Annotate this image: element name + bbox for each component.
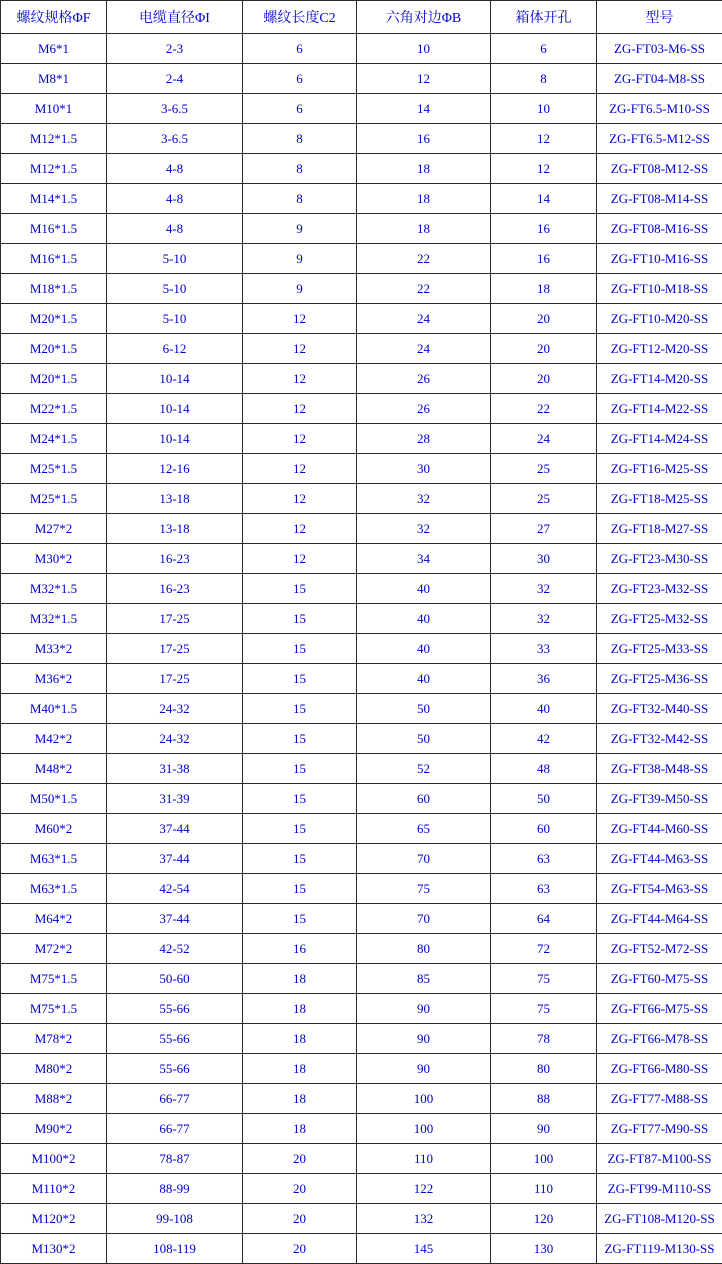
cell-hex-across-flats: 60 <box>357 784 491 814</box>
cell-thread-length: 15 <box>243 844 357 874</box>
cell-cable-diameter: 42-54 <box>107 874 243 904</box>
cell-hex-across-flats: 18 <box>357 154 491 184</box>
cell-model: ZG-FT14-M24-SS <box>597 424 722 454</box>
table-row <box>1 1024 722 1054</box>
cell-cable-diameter: 37-44 <box>107 814 243 844</box>
cell-model: ZG-FT32-M42-SS <box>597 724 722 754</box>
column-header-thread-length: 螺纹长度C2 <box>243 1 357 34</box>
cell-cable-diameter: 17-25 <box>107 604 243 634</box>
cell-thread-spec: M36*2 <box>1 664 107 694</box>
cell-cable-diameter: 12-16 <box>107 454 243 484</box>
cell-box-hole: 25 <box>491 484 597 514</box>
table-row <box>1 454 722 484</box>
cell-hex-across-flats: 40 <box>357 664 491 694</box>
cell-thread-spec: M14*1.5 <box>1 184 107 214</box>
cell-cable-diameter: 55-66 <box>107 1024 243 1054</box>
cell-model: ZG-FT66-M75-SS <box>597 994 722 1024</box>
column-header-thread-spec: 螺纹规格ΦF <box>1 1 107 34</box>
table-row <box>1 244 722 274</box>
cell-box-hole: 72 <box>491 934 597 964</box>
cell-hex-across-flats: 18 <box>357 214 491 244</box>
cell-box-hole: 60 <box>491 814 597 844</box>
cell-hex-across-flats: 30 <box>357 454 491 484</box>
cell-thread-length: 12 <box>243 364 357 394</box>
cell-thread-length: 18 <box>243 994 357 1024</box>
cell-box-hole: 20 <box>491 364 597 394</box>
cell-model: ZG-FT44-M60-SS <box>597 814 722 844</box>
column-header-hex-across-flats: 六角对边ΦB <box>357 1 491 34</box>
cell-thread-length: 8 <box>243 124 357 154</box>
cell-model: ZG-FT60-M75-SS <box>597 964 722 994</box>
cell-hex-across-flats: 110 <box>357 1144 491 1174</box>
cell-box-hole: 50 <box>491 784 597 814</box>
cell-hex-across-flats: 32 <box>357 514 491 544</box>
cell-model: ZG-FT08-M14-SS <box>597 184 722 214</box>
cell-cable-diameter: 24-32 <box>107 724 243 754</box>
cell-model: ZG-FT44-M63-SS <box>597 844 722 874</box>
cell-hex-across-flats: 32 <box>357 484 491 514</box>
cell-thread-length: 12 <box>243 484 357 514</box>
cell-hex-across-flats: 24 <box>357 304 491 334</box>
cell-thread-spec: M42*2 <box>1 724 107 754</box>
cell-thread-length: 12 <box>243 394 357 424</box>
cell-cable-diameter: 10-14 <box>107 394 243 424</box>
cell-cable-diameter: 55-66 <box>107 994 243 1024</box>
cell-cable-diameter: 13-18 <box>107 514 243 544</box>
cell-hex-across-flats: 90 <box>357 994 491 1024</box>
cell-thread-spec: M72*2 <box>1 934 107 964</box>
cell-thread-length: 12 <box>243 424 357 454</box>
cell-model: ZG-FT44-M64-SS <box>597 904 722 934</box>
table-row <box>1 544 722 574</box>
cell-model: ZG-FT99-M110-SS <box>597 1174 722 1204</box>
cell-thread-length: 20 <box>243 1144 357 1174</box>
cell-thread-spec: M24*1.5 <box>1 424 107 454</box>
table-row <box>1 154 722 184</box>
cell-box-hole: 100 <box>491 1144 597 1174</box>
table-row <box>1 1204 722 1234</box>
cell-thread-length: 8 <box>243 154 357 184</box>
cell-hex-across-flats: 132 <box>357 1204 491 1234</box>
cell-hex-across-flats: 28 <box>357 424 491 454</box>
cell-box-hole: 78 <box>491 1024 597 1054</box>
cell-thread-length: 15 <box>243 634 357 664</box>
cell-cable-diameter: 24-32 <box>107 694 243 724</box>
cell-model: ZG-FT66-M80-SS <box>597 1054 722 1084</box>
cell-model: ZG-FT08-M16-SS <box>597 214 722 244</box>
cell-box-hole: 25 <box>491 454 597 484</box>
cell-cable-diameter: 99-108 <box>107 1204 243 1234</box>
cell-hex-across-flats: 100 <box>357 1114 491 1144</box>
cell-hex-across-flats: 75 <box>357 874 491 904</box>
table-row <box>1 904 722 934</box>
cell-thread-spec: M25*1.5 <box>1 484 107 514</box>
cell-model: ZG-FT119-M130-SS <box>597 1234 722 1264</box>
cell-model: ZG-FT87-M100-SS <box>597 1144 722 1174</box>
cell-thread-length: 12 <box>243 334 357 364</box>
cell-model: ZG-FT25-M32-SS <box>597 604 722 634</box>
cell-thread-length: 18 <box>243 964 357 994</box>
cell-thread-spec: M18*1.5 <box>1 274 107 304</box>
table-header <box>1 1 722 34</box>
cell-cable-diameter: 88-99 <box>107 1174 243 1204</box>
table-row <box>1 754 722 784</box>
table-row <box>1 1174 722 1204</box>
cell-hex-across-flats: 12 <box>357 64 491 94</box>
cell-cable-diameter: 37-44 <box>107 844 243 874</box>
cell-box-hole: 22 <box>491 394 597 424</box>
cell-thread-length: 20 <box>243 1174 357 1204</box>
cell-box-hole: 6 <box>491 34 597 64</box>
table-row <box>1 94 722 124</box>
cell-model: ZG-FT10-M18-SS <box>597 274 722 304</box>
cell-hex-across-flats: 14 <box>357 94 491 124</box>
cell-thread-spec: M20*1.5 <box>1 334 107 364</box>
table-row <box>1 124 722 154</box>
cell-hex-across-flats: 22 <box>357 244 491 274</box>
cell-thread-spec: M10*1 <box>1 94 107 124</box>
cell-hex-across-flats: 122 <box>357 1174 491 1204</box>
cell-thread-spec: M32*1.5 <box>1 574 107 604</box>
cell-thread-spec: M22*1.5 <box>1 394 107 424</box>
cell-model: ZG-FT66-M78-SS <box>597 1024 722 1054</box>
cell-hex-across-flats: 34 <box>357 544 491 574</box>
cell-box-hole: 32 <box>491 574 597 604</box>
table-row <box>1 424 722 454</box>
cell-thread-spec: M20*1.5 <box>1 304 107 334</box>
cell-model: ZG-FT32-M40-SS <box>597 694 722 724</box>
cell-cable-diameter: 108-119 <box>107 1234 243 1264</box>
table-row <box>1 664 722 694</box>
table-row <box>1 364 722 394</box>
cell-cable-diameter: 4-8 <box>107 154 243 184</box>
cell-hex-across-flats: 80 <box>357 934 491 964</box>
cell-thread-length: 18 <box>243 1054 357 1084</box>
cell-box-hole: 30 <box>491 544 597 574</box>
cell-cable-diameter: 66-77 <box>107 1114 243 1144</box>
cell-model: ZG-FT23-M30-SS <box>597 544 722 574</box>
cell-thread-length: 6 <box>243 34 357 64</box>
cell-box-hole: 110 <box>491 1174 597 1204</box>
cell-hex-across-flats: 10 <box>357 34 491 64</box>
cell-model: ZG-FT14-M20-SS <box>597 364 722 394</box>
cell-thread-length: 6 <box>243 94 357 124</box>
cell-hex-across-flats: 50 <box>357 724 491 754</box>
cell-box-hole: 40 <box>491 694 597 724</box>
cell-box-hole: 63 <box>491 844 597 874</box>
cell-model: ZG-FT25-M36-SS <box>597 664 722 694</box>
cell-thread-spec: M8*1 <box>1 64 107 94</box>
cell-cable-diameter: 4-8 <box>107 214 243 244</box>
cell-model: ZG-FT16-M25-SS <box>597 454 722 484</box>
cell-thread-spec: M32*1.5 <box>1 604 107 634</box>
cell-thread-spec: M33*2 <box>1 634 107 664</box>
table-row <box>1 1144 722 1174</box>
cell-hex-across-flats: 65 <box>357 814 491 844</box>
table-row <box>1 694 722 724</box>
cell-thread-length: 9 <box>243 274 357 304</box>
cell-box-hole: 12 <box>491 154 597 184</box>
cell-model: ZG-FT6.5-M12-SS <box>597 124 722 154</box>
cell-cable-diameter: 17-25 <box>107 664 243 694</box>
table-row <box>1 304 722 334</box>
cell-thread-spec: M75*1.5 <box>1 994 107 1024</box>
cell-model: ZG-FT10-M20-SS <box>597 304 722 334</box>
cell-hex-across-flats: 85 <box>357 964 491 994</box>
cell-hex-across-flats: 40 <box>357 634 491 664</box>
cell-box-hole: 80 <box>491 1054 597 1084</box>
table-row <box>1 274 722 304</box>
table-row <box>1 514 722 544</box>
cell-thread-spec: M12*1.5 <box>1 124 107 154</box>
cell-cable-diameter: 2-3 <box>107 34 243 64</box>
cell-hex-across-flats: 18 <box>357 184 491 214</box>
table-row <box>1 64 722 94</box>
cell-thread-spec: M27*2 <box>1 514 107 544</box>
cell-model: ZG-FT10-M16-SS <box>597 244 722 274</box>
cell-hex-across-flats: 40 <box>357 604 491 634</box>
cell-box-hole: 88 <box>491 1084 597 1114</box>
cell-hex-across-flats: 70 <box>357 904 491 934</box>
cell-cable-diameter: 10-14 <box>107 364 243 394</box>
cell-model: ZG-FT18-M27-SS <box>597 514 722 544</box>
cell-thread-length: 20 <box>243 1204 357 1234</box>
cell-cable-diameter: 3-6.5 <box>107 94 243 124</box>
table-row <box>1 394 722 424</box>
cell-thread-length: 18 <box>243 1114 357 1144</box>
cell-hex-across-flats: 52 <box>357 754 491 784</box>
column-header-cable-diameter: 电缆直径ΦI <box>107 1 243 34</box>
cell-thread-spec: M48*2 <box>1 754 107 784</box>
cell-cable-diameter: 31-39 <box>107 784 243 814</box>
cell-cable-diameter: 16-23 <box>107 544 243 574</box>
cell-model: ZG-FT12-M20-SS <box>597 334 722 364</box>
cell-cable-diameter: 55-66 <box>107 1054 243 1084</box>
cell-box-hole: 27 <box>491 514 597 544</box>
cell-cable-diameter: 3-6.5 <box>107 124 243 154</box>
table-row <box>1 184 722 214</box>
cell-cable-diameter: 2-4 <box>107 64 243 94</box>
cell-cable-diameter: 6-12 <box>107 334 243 364</box>
column-header-box-hole: 箱体开孔 <box>491 1 597 34</box>
cell-cable-diameter: 5-10 <box>107 304 243 334</box>
cell-thread-spec: M130*2 <box>1 1234 107 1264</box>
table-row <box>1 334 722 364</box>
cell-model: ZG-FT08-M12-SS <box>597 154 722 184</box>
table-header-row <box>1 1 722 34</box>
cell-thread-spec: M75*1.5 <box>1 964 107 994</box>
table-row <box>1 574 722 604</box>
cell-box-hole: 75 <box>491 994 597 1024</box>
cell-thread-spec: M80*2 <box>1 1054 107 1084</box>
cell-cable-diameter: 66-77 <box>107 1084 243 1114</box>
cell-box-hole: 12 <box>491 124 597 154</box>
cell-hex-across-flats: 70 <box>357 844 491 874</box>
table-row <box>1 934 722 964</box>
table-body <box>1 34 722 1264</box>
cell-hex-across-flats: 100 <box>357 1084 491 1114</box>
cell-cable-diameter: 16-23 <box>107 574 243 604</box>
cell-box-hole: 10 <box>491 94 597 124</box>
cell-thread-length: 20 <box>243 1234 357 1264</box>
cell-cable-diameter: 13-18 <box>107 484 243 514</box>
cell-thread-spec: M25*1.5 <box>1 454 107 484</box>
cell-box-hole: 48 <box>491 754 597 784</box>
cell-box-hole: 18 <box>491 274 597 304</box>
cell-cable-diameter: 78-87 <box>107 1144 243 1174</box>
cell-thread-spec: M50*1.5 <box>1 784 107 814</box>
cell-thread-length: 15 <box>243 784 357 814</box>
cell-hex-across-flats: 22 <box>357 274 491 304</box>
cell-thread-spec: M88*2 <box>1 1084 107 1114</box>
cell-thread-spec: M16*1.5 <box>1 214 107 244</box>
cell-thread-length: 15 <box>243 724 357 754</box>
cell-thread-length: 12 <box>243 544 357 574</box>
cell-cable-diameter: 31-38 <box>107 754 243 784</box>
table-row <box>1 844 722 874</box>
cell-box-hole: 63 <box>491 874 597 904</box>
cell-thread-spec: M30*2 <box>1 544 107 574</box>
cell-box-hole: 64 <box>491 904 597 934</box>
cell-thread-length: 9 <box>243 214 357 244</box>
cell-thread-length: 6 <box>243 64 357 94</box>
cell-thread-length: 15 <box>243 904 357 934</box>
cell-cable-diameter: 5-10 <box>107 274 243 304</box>
cell-cable-diameter: 17-25 <box>107 634 243 664</box>
table-row <box>1 994 722 1024</box>
cell-box-hole: 24 <box>491 424 597 454</box>
column-header-model: 型号 <box>597 1 722 34</box>
table-row <box>1 214 722 244</box>
cell-thread-spec: M60*2 <box>1 814 107 844</box>
cell-cable-diameter: 42-52 <box>107 934 243 964</box>
cell-model: ZG-FT04-M8-SS <box>597 64 722 94</box>
table-row <box>1 34 722 64</box>
cell-hex-across-flats: 50 <box>357 694 491 724</box>
cell-thread-spec: M63*1.5 <box>1 874 107 904</box>
cell-box-hole: 8 <box>491 64 597 94</box>
table-row <box>1 784 722 814</box>
cell-box-hole: 20 <box>491 334 597 364</box>
cell-thread-spec: M90*2 <box>1 1114 107 1144</box>
cell-thread-length: 18 <box>243 1024 357 1054</box>
cell-box-hole: 16 <box>491 244 597 274</box>
cell-thread-length: 15 <box>243 574 357 604</box>
cell-box-hole: 20 <box>491 304 597 334</box>
cell-thread-length: 9 <box>243 244 357 274</box>
cell-thread-length: 8 <box>243 184 357 214</box>
cell-thread-length: 15 <box>243 754 357 784</box>
table-row <box>1 874 722 904</box>
table-row <box>1 814 722 844</box>
table-row <box>1 1084 722 1114</box>
cell-cable-diameter: 4-8 <box>107 184 243 214</box>
cell-model: ZG-FT54-M63-SS <box>597 874 722 904</box>
cell-model: ZG-FT23-M32-SS <box>597 574 722 604</box>
cell-thread-spec: M110*2 <box>1 1174 107 1204</box>
cell-model: ZG-FT77-M90-SS <box>597 1114 722 1144</box>
cell-model: ZG-FT14-M22-SS <box>597 394 722 424</box>
cell-thread-spec: M40*1.5 <box>1 694 107 724</box>
cell-thread-length: 15 <box>243 664 357 694</box>
cell-thread-spec: M12*1.5 <box>1 154 107 184</box>
cell-hex-across-flats: 26 <box>357 394 491 424</box>
table-row <box>1 1054 722 1084</box>
table-row <box>1 1234 722 1264</box>
cell-thread-length: 12 <box>243 454 357 484</box>
cell-model: ZG-FT77-M88-SS <box>597 1084 722 1114</box>
cell-model: ZG-FT25-M33-SS <box>597 634 722 664</box>
cell-hex-across-flats: 24 <box>357 334 491 364</box>
cell-thread-length: 12 <box>243 514 357 544</box>
cell-model: ZG-FT39-M50-SS <box>597 784 722 814</box>
cell-thread-length: 15 <box>243 604 357 634</box>
cell-thread-length: 15 <box>243 874 357 904</box>
cell-thread-length: 15 <box>243 694 357 724</box>
cell-cable-diameter: 37-44 <box>107 904 243 934</box>
cell-thread-spec: M6*1 <box>1 34 107 64</box>
cell-hex-across-flats: 145 <box>357 1234 491 1264</box>
cell-cable-diameter: 5-10 <box>107 244 243 274</box>
cell-box-hole: 75 <box>491 964 597 994</box>
cell-model: ZG-FT52-M72-SS <box>597 934 722 964</box>
cell-model: ZG-FT03-M6-SS <box>597 34 722 64</box>
cell-box-hole: 33 <box>491 634 597 664</box>
cell-thread-length: 16 <box>243 934 357 964</box>
table-row <box>1 964 722 994</box>
cell-box-hole: 42 <box>491 724 597 754</box>
cell-cable-diameter: 10-14 <box>107 424 243 454</box>
table-row <box>1 484 722 514</box>
cell-model: ZG-FT6.5-M10-SS <box>597 94 722 124</box>
cell-thread-spec: M63*1.5 <box>1 844 107 874</box>
cell-box-hole: 36 <box>491 664 597 694</box>
cell-hex-across-flats: 40 <box>357 574 491 604</box>
cell-thread-spec: M78*2 <box>1 1024 107 1054</box>
table-row <box>1 1114 722 1144</box>
cell-thread-spec: M16*1.5 <box>1 244 107 274</box>
cell-thread-length: 18 <box>243 1084 357 1114</box>
cell-thread-spec: M100*2 <box>1 1144 107 1174</box>
cell-model: ZG-FT108-M120-SS <box>597 1204 722 1234</box>
cell-box-hole: 16 <box>491 214 597 244</box>
cell-box-hole: 90 <box>491 1114 597 1144</box>
table-row <box>1 724 722 754</box>
cell-hex-across-flats: 16 <box>357 124 491 154</box>
cell-thread-spec: M20*1.5 <box>1 364 107 394</box>
cell-hex-across-flats: 90 <box>357 1054 491 1084</box>
cell-box-hole: 120 <box>491 1204 597 1234</box>
table-row <box>1 634 722 664</box>
cell-thread-spec: M64*2 <box>1 904 107 934</box>
cell-box-hole: 32 <box>491 604 597 634</box>
cell-model: ZG-FT18-M25-SS <box>597 484 722 514</box>
cell-thread-spec: M120*2 <box>1 1204 107 1234</box>
cell-model: ZG-FT38-M48-SS <box>597 754 722 784</box>
cell-thread-length: 15 <box>243 814 357 844</box>
table-row <box>1 604 722 634</box>
cell-cable-diameter: 50-60 <box>107 964 243 994</box>
cell-thread-length: 12 <box>243 304 357 334</box>
cell-hex-across-flats: 90 <box>357 1024 491 1054</box>
cell-hex-across-flats: 26 <box>357 364 491 394</box>
cell-box-hole: 14 <box>491 184 597 214</box>
cell-box-hole: 130 <box>491 1234 597 1264</box>
